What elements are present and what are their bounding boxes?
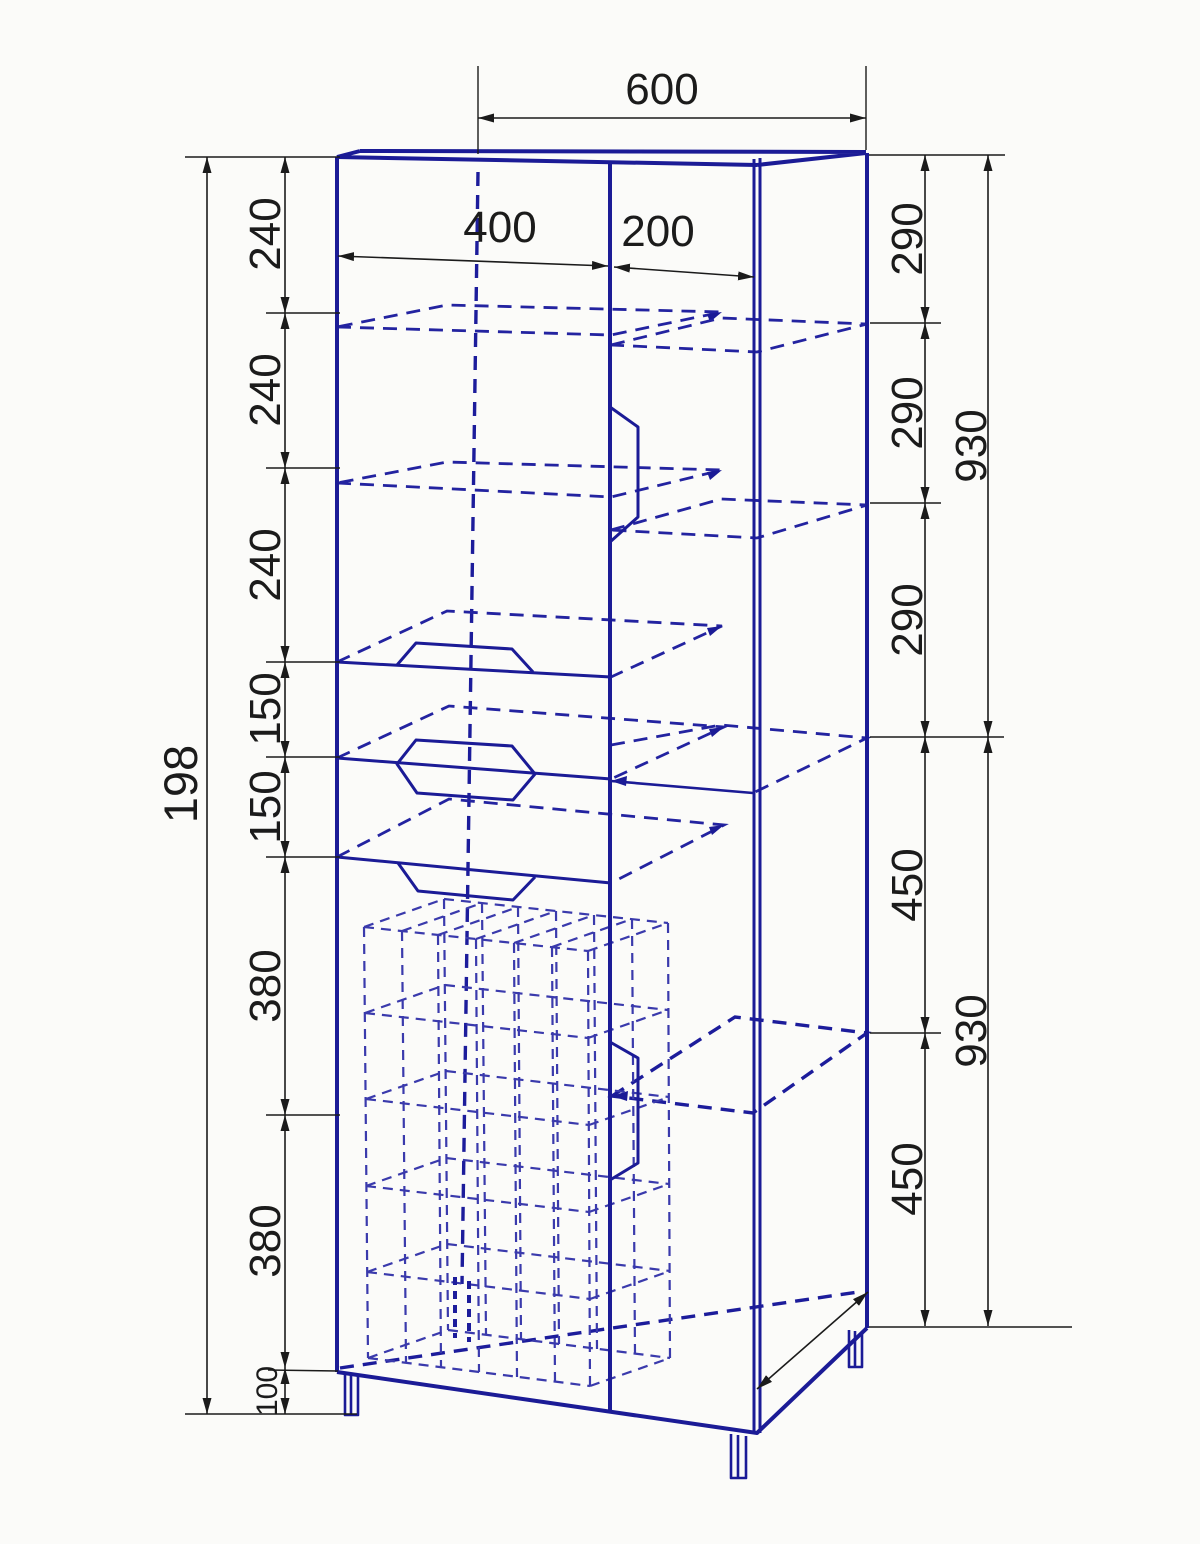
dim-label-left-4: 150 [241, 672, 290, 746]
dim-label-left-2: 240 [241, 353, 290, 427]
hidden-bottom-back-edge [340, 1292, 858, 1368]
dim-label-right-5: 450 [883, 1142, 932, 1216]
front-right-leg [731, 1434, 746, 1478]
shelf-2-outline [337, 462, 722, 497]
dim-label-right-4: 450 [883, 848, 932, 922]
right-shelf-4-outline [612, 1017, 867, 1113]
door-handle-upper [610, 407, 638, 542]
dim-label-width-left: 400 [463, 203, 537, 252]
dim-label-left-5: 150 [241, 770, 290, 844]
dim-line-width-left [338, 256, 608, 266]
hidden-edges [340, 172, 858, 1368]
right-shelf-3-outline [611, 725, 867, 793]
dim-label-left-3: 240 [241, 528, 290, 602]
dimensions [154, 65, 1072, 1416]
shelf-4-front-edge [337, 758, 611, 779]
dim-label-right-3: 290 [883, 583, 932, 657]
dim-label-right-2: 290 [883, 376, 932, 450]
hidden-back-left-edge [462, 172, 478, 1284]
dim-label-right-1: 290 [883, 202, 932, 276]
shelf-edge-arrowheads [707, 312, 724, 835]
right-front-edge-double [754, 158, 760, 1433]
bottom-edges [337, 1328, 867, 1433]
shelf-3-front-edge [337, 662, 611, 677]
dim-label-left-1: 240 [241, 197, 290, 271]
wire-basket [364, 899, 670, 1386]
dim-label-left-8: 100 [251, 1365, 284, 1417]
right-shelf-3-front-edge [611, 781, 753, 793]
right-section-shelves [611, 318, 867, 1113]
shelf-4-basket-hexagon [397, 740, 535, 800]
right-shelf-1-outline [611, 318, 867, 352]
dim-line-width-right [614, 267, 754, 277]
dim-label-width-right: 200 [621, 207, 695, 256]
dim-label-left-6: 380 [241, 949, 290, 1023]
front-left-leg [345, 1374, 358, 1415]
basket-depth-lines [364, 899, 670, 1386]
dim-label-span-1: 930 [947, 409, 996, 483]
shelf-5-front-edge [337, 857, 611, 883]
left-section-shelves [337, 305, 724, 883]
dim-chain-right [925, 155, 988, 1326]
dim-label-width-total: 600 [625, 65, 699, 114]
dim-label-span-2: 930 [947, 994, 996, 1068]
top-panel [337, 151, 866, 165]
basket-front-verticals [364, 927, 590, 1386]
dim-label-height-total: 198 [154, 744, 207, 824]
dim-label-left-7: 380 [241, 1204, 290, 1278]
shelf-5-back-outline [337, 799, 724, 883]
right-shelf-2-outline [611, 499, 867, 538]
